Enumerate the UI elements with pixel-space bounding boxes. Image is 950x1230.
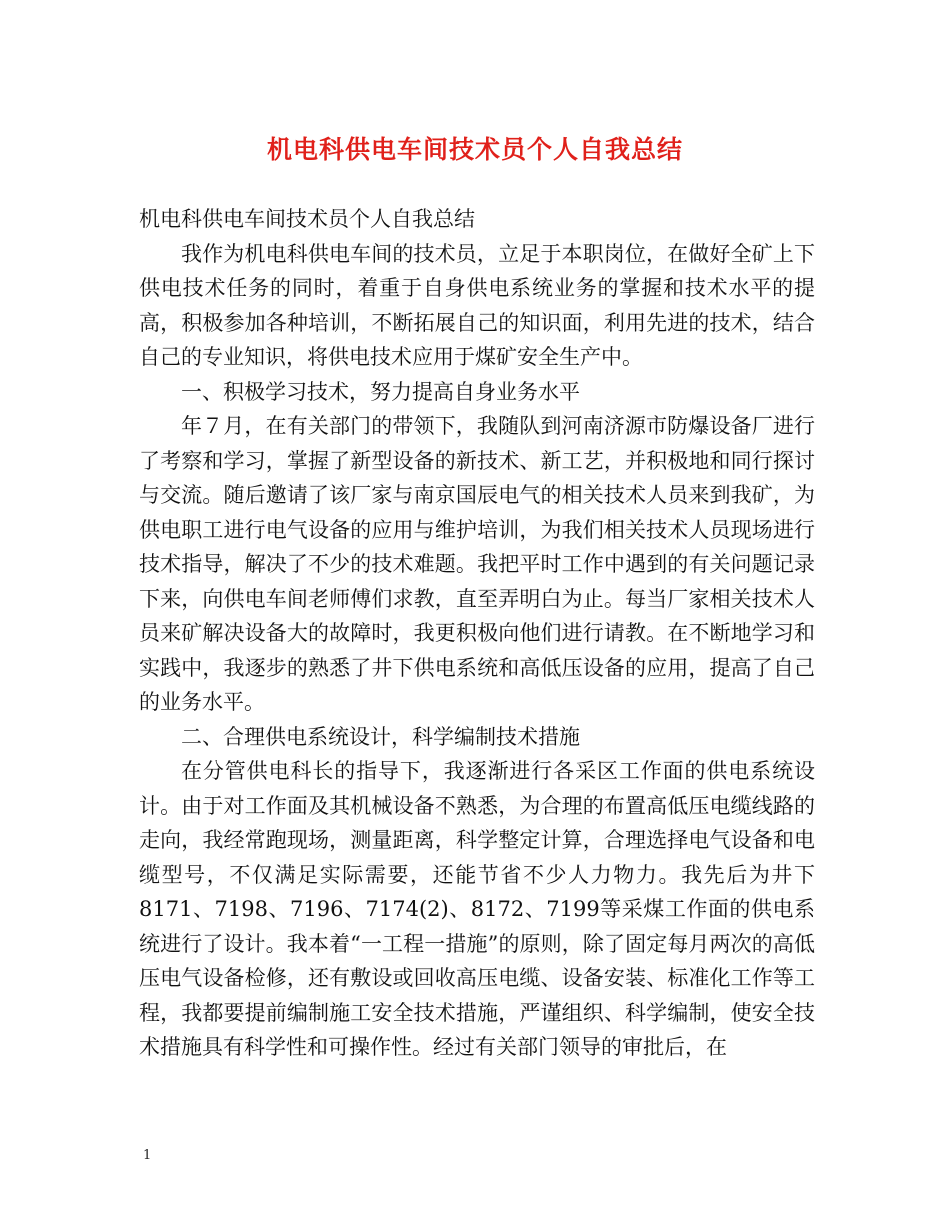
document-title: 机电科供电车间技术员个人自我总结 bbox=[266, 135, 683, 164]
page-number: 1 bbox=[143, 1148, 152, 1163]
section-heading: 一、积极学习技术，努力提高自身业务水平 bbox=[181, 379, 580, 404]
body-paragraph: 年７月，在有关部门的带领下，我随队到河南济源市防爆设备厂进行了考察和学习，掌握了新型设备的新技术、新工艺，并积极地和同行探讨与交流。随后邀请了该厂家与南京国辰电气的相关技术人员来到我矿，为供电职工进行电气设备的应用与维护培训，为我们相关技术人员现场进行技术指导，解决了不少的技术难题。我把平时工作中遇到的有关问题记录下来，向供电车间老师傅们求教，直至弄明白为止。每当厂家相关技术人员来矿解决设备大的故障时，我更积极向他们进行请教。在不断地学习和实践中，我逐步的熟悉了井下供电系统和高低压设备的应用，提高了自己的业务水平。 bbox=[139, 414, 815, 714]
body-paragraph: 我作为机电科供电车间的技术员，立足于本职岗位，在做好全矿上下供电技术任务的同时，着重于自身供电系统业务的掌握和技术水平的提高，积极参加各种培训，不断拓展自己的知识面，利用先进的技术，结合自己的专业知识，将供电技术应用于煤矿安全生产中。 bbox=[139, 241, 815, 369]
body-paragraph: 在分管供电科长的指导下，我逐渐进行各采区工作面的供电系统设计。由于对工作面及其机械设备不熟悉，为合理的布置高低压电缆线路的走向，我经常跑现场，测量距离，科学整定计算，合理选择电气设备和电缆型号，不仅满足实际需要，还能节省不少人力物力。我先后为井下8171、7198、7196、7174(2)、8172、7199等采煤工作面的供电系统进行了设计。我本着“一工程一措施”的原则，除了固定每月两次的高低压电气设备检修，还有敷设或回收高压电缆、设备安装、标准化工作等工程，我都要提前编制施工安全技术措施，严谨组织、科学编制，使安全技术措施具有科学性和可操作性。经过有关部门领导的审批后，在 bbox=[139, 759, 815, 1059]
body-paragraph: 机电科供电车间技术员个人自我总结 bbox=[139, 207, 475, 231]
section-heading: 二、合理供电系统设计，科学编制技术措施 bbox=[181, 724, 580, 749]
document-body bbox=[139, 202, 815, 1065]
